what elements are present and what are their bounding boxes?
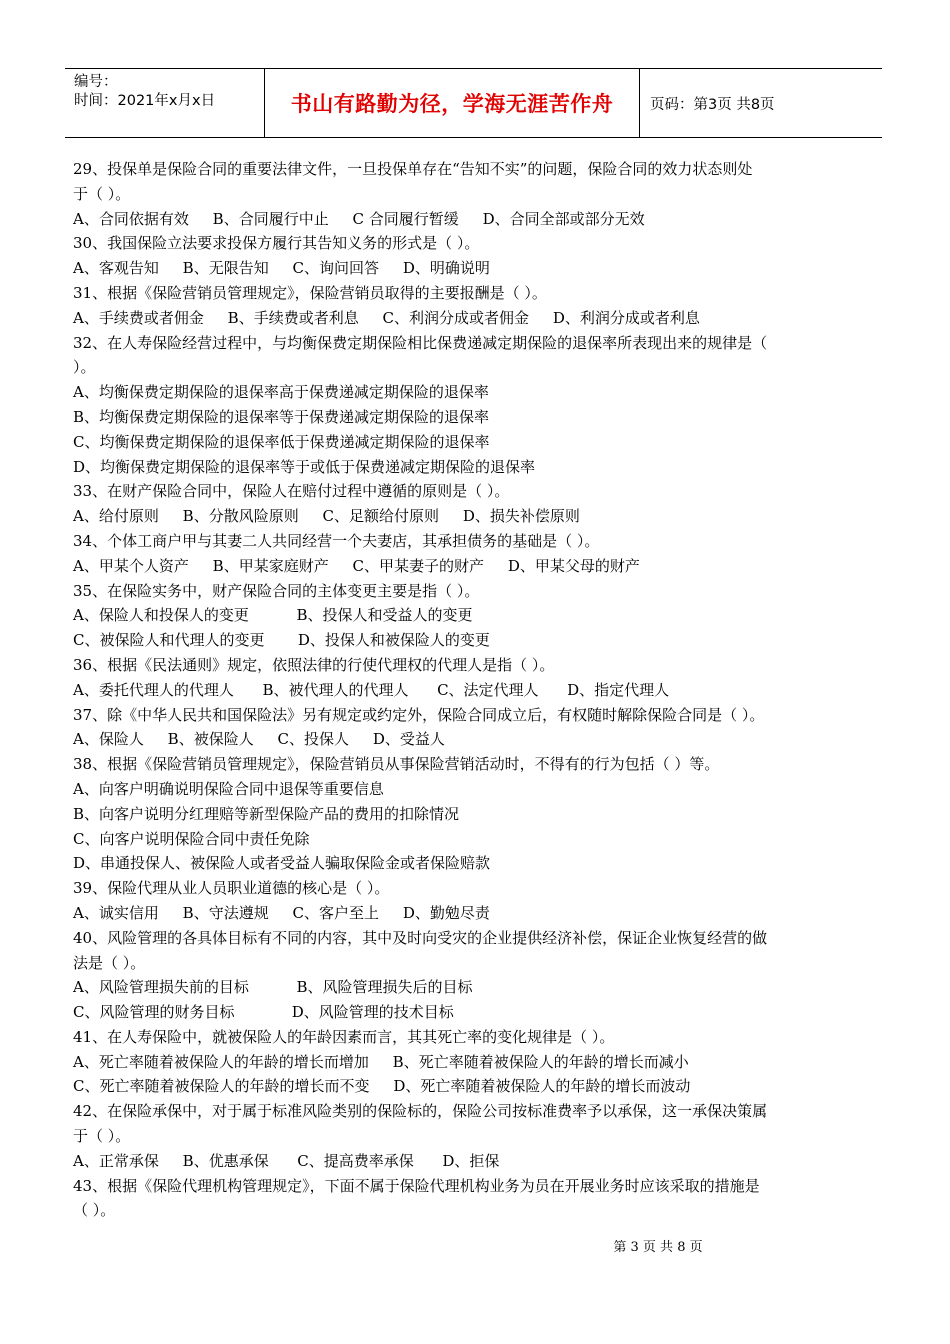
text-line: A、死亡率随着被保险人的年龄的增长而增加 B、死亡率随着被保险人的年龄的增长而减小 [73, 1052, 689, 1071]
text-line: A、正常承保 B、优惠承保 C、提高费率承保 D、拒保 [73, 1151, 500, 1170]
text-line: 43、根据《保险代理机构管理规定》，下面不属于保险代理机构业务为员在开展业务时应该采取的措施是 [73, 1176, 760, 1195]
text-line: 42、在保险承保中，对于属于标准风险类别的保险标的，保险公司按标准费率予以承保，这一承保决策属 [73, 1102, 768, 1121]
text-line: A、向客户明确说明保险合同中退保等重要信息 [73, 779, 384, 798]
text-line: 29、投保单是保险合同的重要法律文件，一旦投保单存在“告知不实”的问题，保险合同的效力状态则处 [73, 160, 753, 178]
text-line: C、死亡率随着被保险人的年龄的增长而不变 D、死亡率随着被保险人的年龄的增长而波动 [73, 1077, 691, 1096]
text-line: A、风险管理损失前的目标 B、风险管理损失后的目标 [73, 978, 473, 997]
text-line: 35、在保险实务中，财产保险合同的主体变更主要是指（ ）。 [73, 581, 480, 600]
document-time-label: 时间：2021年x月x日 [74, 93, 216, 109]
text-line: B、均衡保费定期保险的退保率等于保费递减定期保险的退保率 [73, 407, 490, 426]
text-line: A、保险人 B、被保险人 C、投保人 D、受益人 [73, 730, 445, 749]
text-line: A、保险人和投保人的变更 B、投保人和受益人的变更 [73, 606, 473, 625]
text-line: 法是（ ）。 [73, 953, 146, 972]
text-line: 36、根据《民法通则》规定，依照法律的行使代理权的代理人是指（ ）。 [73, 655, 555, 674]
text-line: 37、除《中华人民共和国保险法》另有规定或约定外，保险合同成立后，有权随时解除保险合同是（ ）。 [73, 705, 765, 724]
text-line: ）。 [73, 358, 96, 377]
text-line: D、均衡保费定期保险的退保率等于或低于保费递减定期保险的退保率 [73, 457, 536, 476]
text-line: 于（ ）。 [73, 1127, 131, 1146]
text-line: A、甲某个人资产 B、甲某家庭财产 C、甲某妻子的财产 D、甲某父母的财产 [73, 556, 640, 575]
text-line: 33、在财产保险合同中，保险人在赔付过程中遵循的原则是（ ）。 [73, 482, 510, 501]
text-line: 32、在人寿保险经营过程中，与均衡保费定期保险相比保费递减定期保险的退保率所表现出来的规律是（ [73, 333, 768, 352]
header-motto-cell [265, 69, 640, 137]
page-footer [0, 1236, 950, 1255]
text-line: （ ）。 [73, 1201, 116, 1220]
text-line: A、委托代理人的代理人 B、被代理人的代理人 C、法定代理人 D、指定代理人 [73, 680, 670, 699]
text-line: 40、风险管理的各具体目标有不同的内容，其中及时向受灾的企业提供经济补偿，保证企业恢复经营的做 [73, 928, 768, 947]
page-header [65, 68, 882, 138]
text-line: B、向客户说明分红理赔等新型保险产品的费用的扣除情况 [73, 804, 460, 823]
text-line: C、均衡保费定期保险的退保率低于保费递减定期保险的退保率 [73, 432, 490, 451]
text-line: 31、根据《保险营销员管理规定》，保险营销员取得的主要报酬是（ ）。 [73, 283, 547, 302]
header-motto: 书山有路勤为径，学海无涯苦作舟 [290, 92, 614, 116]
text-line: A、手续费或者佣金 B、手续费或者利息 C、利润分成或者佣金 D、利润分成或者利息 [73, 308, 700, 327]
text-line: C、向客户说明保险合同中责任免除 [73, 829, 310, 848]
text-line: C、被保险人和代理人的变更 D、投保人和被保险人的变更 [73, 631, 490, 650]
text-line: A、均衡保费定期保险的退保率高于保费递减定期保险的退保率 [73, 383, 489, 402]
text-line: 41、在人寿保险中，就被保险人的年龄因素而言，其其死亡率的变化规律是（ ）。 [73, 1027, 615, 1046]
text-line: A、给付原则 B、分散风险原则 C、足额给付原则 D、损失补偿原则 [73, 507, 580, 526]
text-line: 34、个体工商户甲与其妻二人共同经营一个夫妻店，其承担债务的基础是（ ）。 [73, 531, 600, 550]
header-meta [65, 69, 265, 137]
text-line: A、客观告知 B、无限告知 C、询问回答 D、明确说明 [73, 259, 490, 278]
header-page-info: 页码：第3页 共8页 [650, 96, 775, 113]
text-line: C、风险管理的财务目标 D、风险管理的技术目标 [73, 1003, 454, 1022]
text-line: 39、保险代理从业人员职业道德的核心是（ ）。 [73, 879, 390, 898]
text-line: A、诚实信用 B、守法遵规 C、客户至上 D、勤勉尽责 [73, 903, 490, 922]
text-line: 38、根据《保险营销员管理规定》，保险营销员从事保险营销活动时，不得有的行为包括（ ）等。 [73, 755, 720, 774]
text-line: D、串通投保人、被保险人或者受益人骗取保险金或者保险赔款 [73, 854, 491, 873]
footer-page-number: 第 3 页 共 8 页 [613, 1240, 703, 1255]
text-line: 于（ ）。 [73, 184, 131, 203]
text-line: 30、我国保险立法要求投保方履行其告知义务的形式是（ ）。 [73, 234, 480, 253]
question-list [73, 157, 863, 1223]
document-number-label: 编号： [74, 74, 118, 90]
header-page-info-cell [639, 69, 882, 137]
text-line: A、合同依据有效 B、合同履行中止 C 合同履行暂缓 D、合同全部或部分无效 [73, 209, 645, 228]
